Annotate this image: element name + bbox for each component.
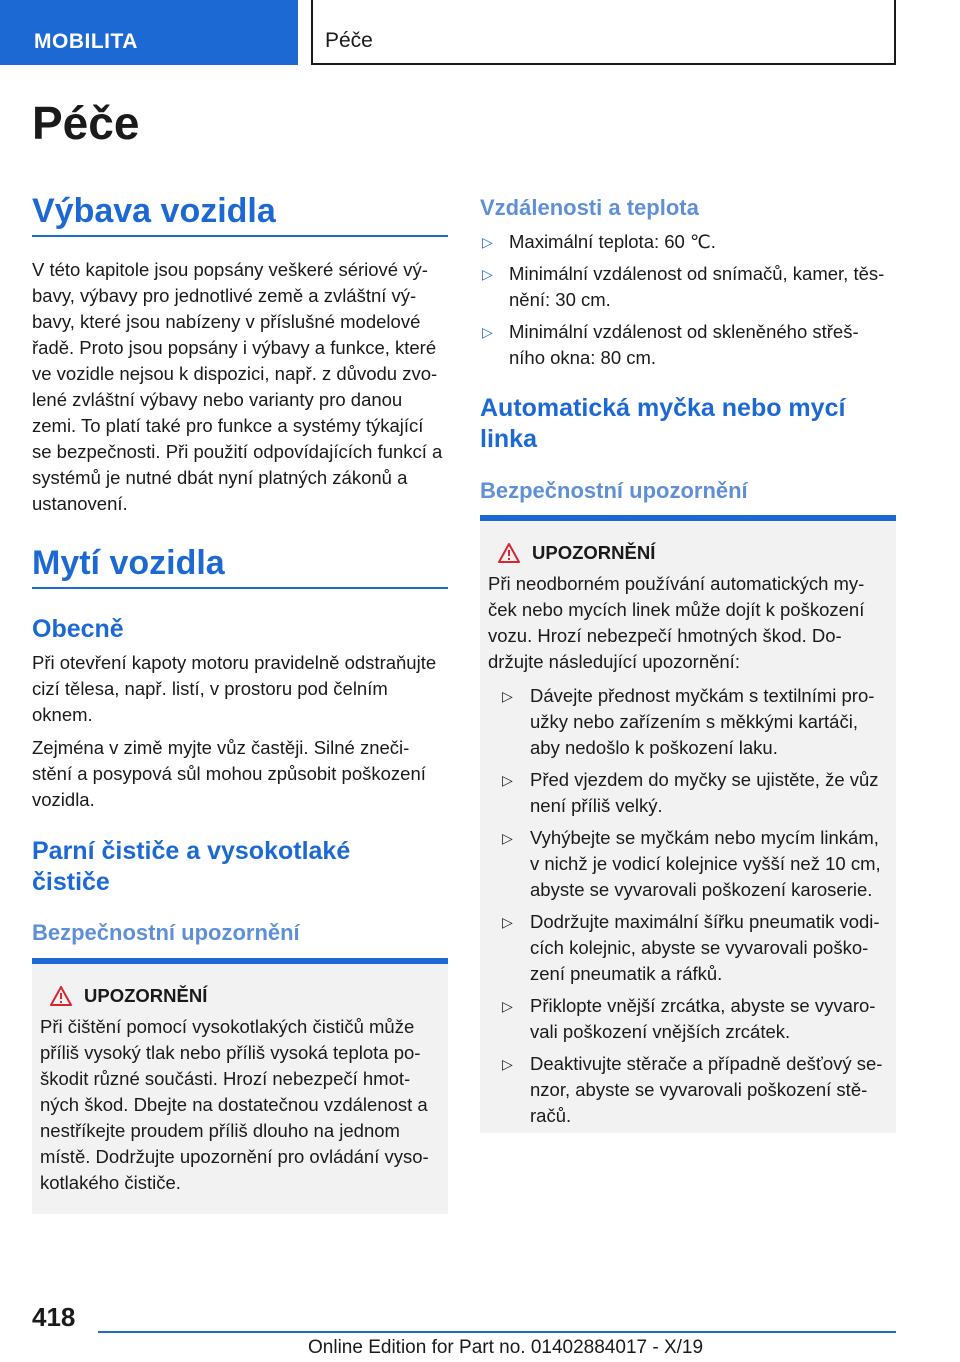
warning-list — [488, 683, 888, 1129]
text-line: abyste se vyvarovali poškození karoserie. — [530, 879, 873, 900]
section-label: MOBILITA — [34, 30, 138, 53]
text-line: ustanovení. — [32, 493, 128, 514]
text-line: škodit různé součásti. Hrozí nebezpečí hmot- — [40, 1068, 411, 1089]
text-line: systémů je nutné dbát nyní platných zákonů a — [32, 467, 408, 488]
text-line: Před vjezdem do myčky se ujistěte, že vůz — [530, 769, 879, 790]
vzdalenosti-list — [480, 229, 896, 377]
heading-vybava: Výbava vozidla — [32, 192, 276, 230]
text-line: cích kolejnic, abyste se vyvarovali poško- — [530, 937, 869, 958]
text-line: Dodržujte maximální šířku pneumatik vodi- — [530, 911, 880, 932]
warning-text — [40, 1014, 440, 1196]
text-line: vozu. Hrozí nebezpečí hmotných škod. Do- — [488, 625, 842, 646]
text-line: Deaktivujte stěrače a případně dešťový se- — [530, 1053, 883, 1074]
text-line: Minimální vzdálenost od skleněného střeš- — [509, 321, 859, 342]
list-item — [488, 909, 888, 987]
triangle-bullet-icon: ▷ — [482, 234, 493, 250]
warning-text — [488, 571, 888, 675]
triangle-bullet-icon: ▷ — [482, 324, 493, 340]
text-line: Dávejte přednost myčkám s textilními pro- — [530, 685, 875, 706]
list-item — [488, 993, 888, 1045]
text-line: lené zvláštní výbavy nebo varianty pro danou — [32, 389, 403, 410]
heading-rule — [32, 235, 448, 237]
warning-label: UPOZORNĚNÍ — [84, 985, 208, 1006]
heading-obecne: Obecně — [32, 615, 124, 643]
text-line: Při neodborném používání automatických my- — [488, 573, 865, 594]
text-line: oknem. — [32, 704, 93, 725]
triangle-bullet-icon: ▷ — [502, 772, 513, 788]
text-line: Při otevření kapoty motoru pravidelně odstraňujte — [32, 652, 437, 673]
footer-edition: Online Edition for Part no. 01402884017 - X/19 — [308, 1337, 704, 1358]
text-line: nění: 30 cm. — [509, 289, 611, 310]
text-line: račů. — [530, 1105, 572, 1126]
text-line: řadě. Proto jsou popsány i výbavy a funkce, které — [32, 337, 437, 358]
text-line: místě. Dodržujte upozornění pro ovládání vyso- — [40, 1146, 429, 1167]
warning-triangle-icon — [498, 543, 520, 563]
heading-line: Parní čističe a vysokotlaké — [32, 837, 351, 865]
heading-line: Automatická myčka nebo mycí — [480, 394, 846, 422]
text-line: nestříkejte proudem příliš dlouho na jednom — [40, 1120, 400, 1141]
text-line: V této kapitole jsou popsány veškeré sériové vý- — [32, 259, 428, 280]
warning-header — [488, 539, 888, 567]
text-line: vozidla. — [32, 789, 95, 810]
text-line: se bezpečnosti. Při použití odpovídajících funkcí a — [32, 441, 443, 462]
text-line: držujte následující upozornění: — [488, 651, 740, 672]
heading-bezpecnost-right: Bezpečnostní upozornění — [480, 478, 748, 503]
text-line: Při čištění pomocí vysokotlakých čističů může — [40, 1016, 415, 1037]
page-title: Péče — [32, 97, 140, 149]
heading-rule — [32, 587, 448, 589]
text-line: nzor, abyste se vyvarovali poškození stě- — [530, 1079, 868, 1100]
chapter-label: Péče — [325, 29, 373, 52]
warning-box-left — [32, 958, 448, 1214]
text-line: bavy, které jsou nabízeny v příslušné modelové — [32, 311, 421, 332]
text-line: není příliš velký. — [530, 795, 663, 816]
vybava-paragraph — [32, 257, 442, 517]
list-item — [480, 229, 896, 255]
text-line: Vyhýbejte se myčkám nebo mycím linkám, — [530, 827, 879, 848]
text-line: příliš vysoký tlak nebo příliš vysoká teplota po- — [40, 1042, 421, 1063]
footer-rule — [98, 1331, 896, 1333]
heading-parni — [32, 836, 350, 898]
list-item — [480, 319, 896, 371]
warning-box-right — [480, 515, 896, 1133]
heading-vzdalenosti: Vzdálenosti a teplota — [480, 195, 699, 220]
text-line: ního okna: 80 cm. — [509, 347, 657, 368]
text-line: ných škod. Dbejte na dostatečnou vzdálenost a — [40, 1094, 428, 1115]
heading-line: linka — [480, 425, 537, 453]
triangle-bullet-icon: ▷ — [502, 914, 513, 930]
text-line: zemi. To platí také pro funkce a systémy týkající — [32, 415, 424, 436]
text-line: kotlakého čističe. — [40, 1172, 181, 1193]
triangle-bullet-icon: ▷ — [482, 266, 493, 282]
chapter-header — [311, 0, 896, 65]
text-line: v nichž je vodicí kolejnice vyšší než 10 cm, — [530, 853, 881, 874]
triangle-bullet-icon: ▷ — [502, 998, 513, 1014]
page-number: 418 — [32, 1302, 76, 1332]
text-line: Zejména v zimě myjte vůz častěji. Silné zneči- — [32, 737, 410, 758]
triangle-bullet-icon: ▷ — [502, 830, 513, 846]
list-item — [488, 1051, 888, 1129]
triangle-bullet-icon: ▷ — [502, 1056, 513, 1072]
warning-triangle-icon — [50, 986, 72, 1006]
heading-line: čističe — [32, 868, 110, 896]
section-tab — [0, 0, 298, 65]
text-line: stění a posypová sůl mohou způsobit poškození — [32, 763, 426, 784]
text-line: Maximální teplota: 60 ℃. — [509, 231, 716, 252]
text-line: zení pneumatik a ráfků. — [530, 963, 723, 984]
list-item — [488, 767, 888, 819]
obecne-paragraph-2 — [32, 735, 426, 813]
list-item — [488, 825, 888, 903]
list-item — [488, 683, 888, 761]
obecne-paragraph-1 — [32, 650, 436, 728]
heading-bezpecnost-left: Bezpečnostní upozornění — [32, 920, 300, 945]
text-line: Minimální vzdálenost od snímačů, kamer, těs- — [509, 263, 885, 284]
heading-automaticka-mycka — [480, 393, 845, 455]
text-line: aby nedošlo k poškození laku. — [530, 737, 778, 758]
heading-myti: Mytí vozidla — [32, 544, 225, 582]
text-line: Přiklopte vnější zrcátka, abyste se vyvaro- — [530, 995, 876, 1016]
text-line: ček nebo mycích linek může dojít k poškození — [488, 599, 865, 620]
text-line: vali poškození vnějších zrcátek. — [530, 1021, 791, 1042]
triangle-bullet-icon: ▷ — [502, 688, 513, 704]
text-line: užky nebo zařízením s měkkými kartáči, — [530, 711, 858, 732]
text-line: ve vozidle nejsou k dispozici, např. z důvodu zvo- — [32, 363, 438, 384]
list-item — [480, 261, 896, 313]
text-line: cizí tělesa, např. listí, v prostoru pod čelním — [32, 678, 388, 699]
text-line: bavy, výbavy pro jednotlivé země a zvláštní vý- — [32, 285, 417, 306]
warning-header — [40, 982, 440, 1010]
warning-label: UPOZORNĚNÍ — [532, 542, 656, 563]
